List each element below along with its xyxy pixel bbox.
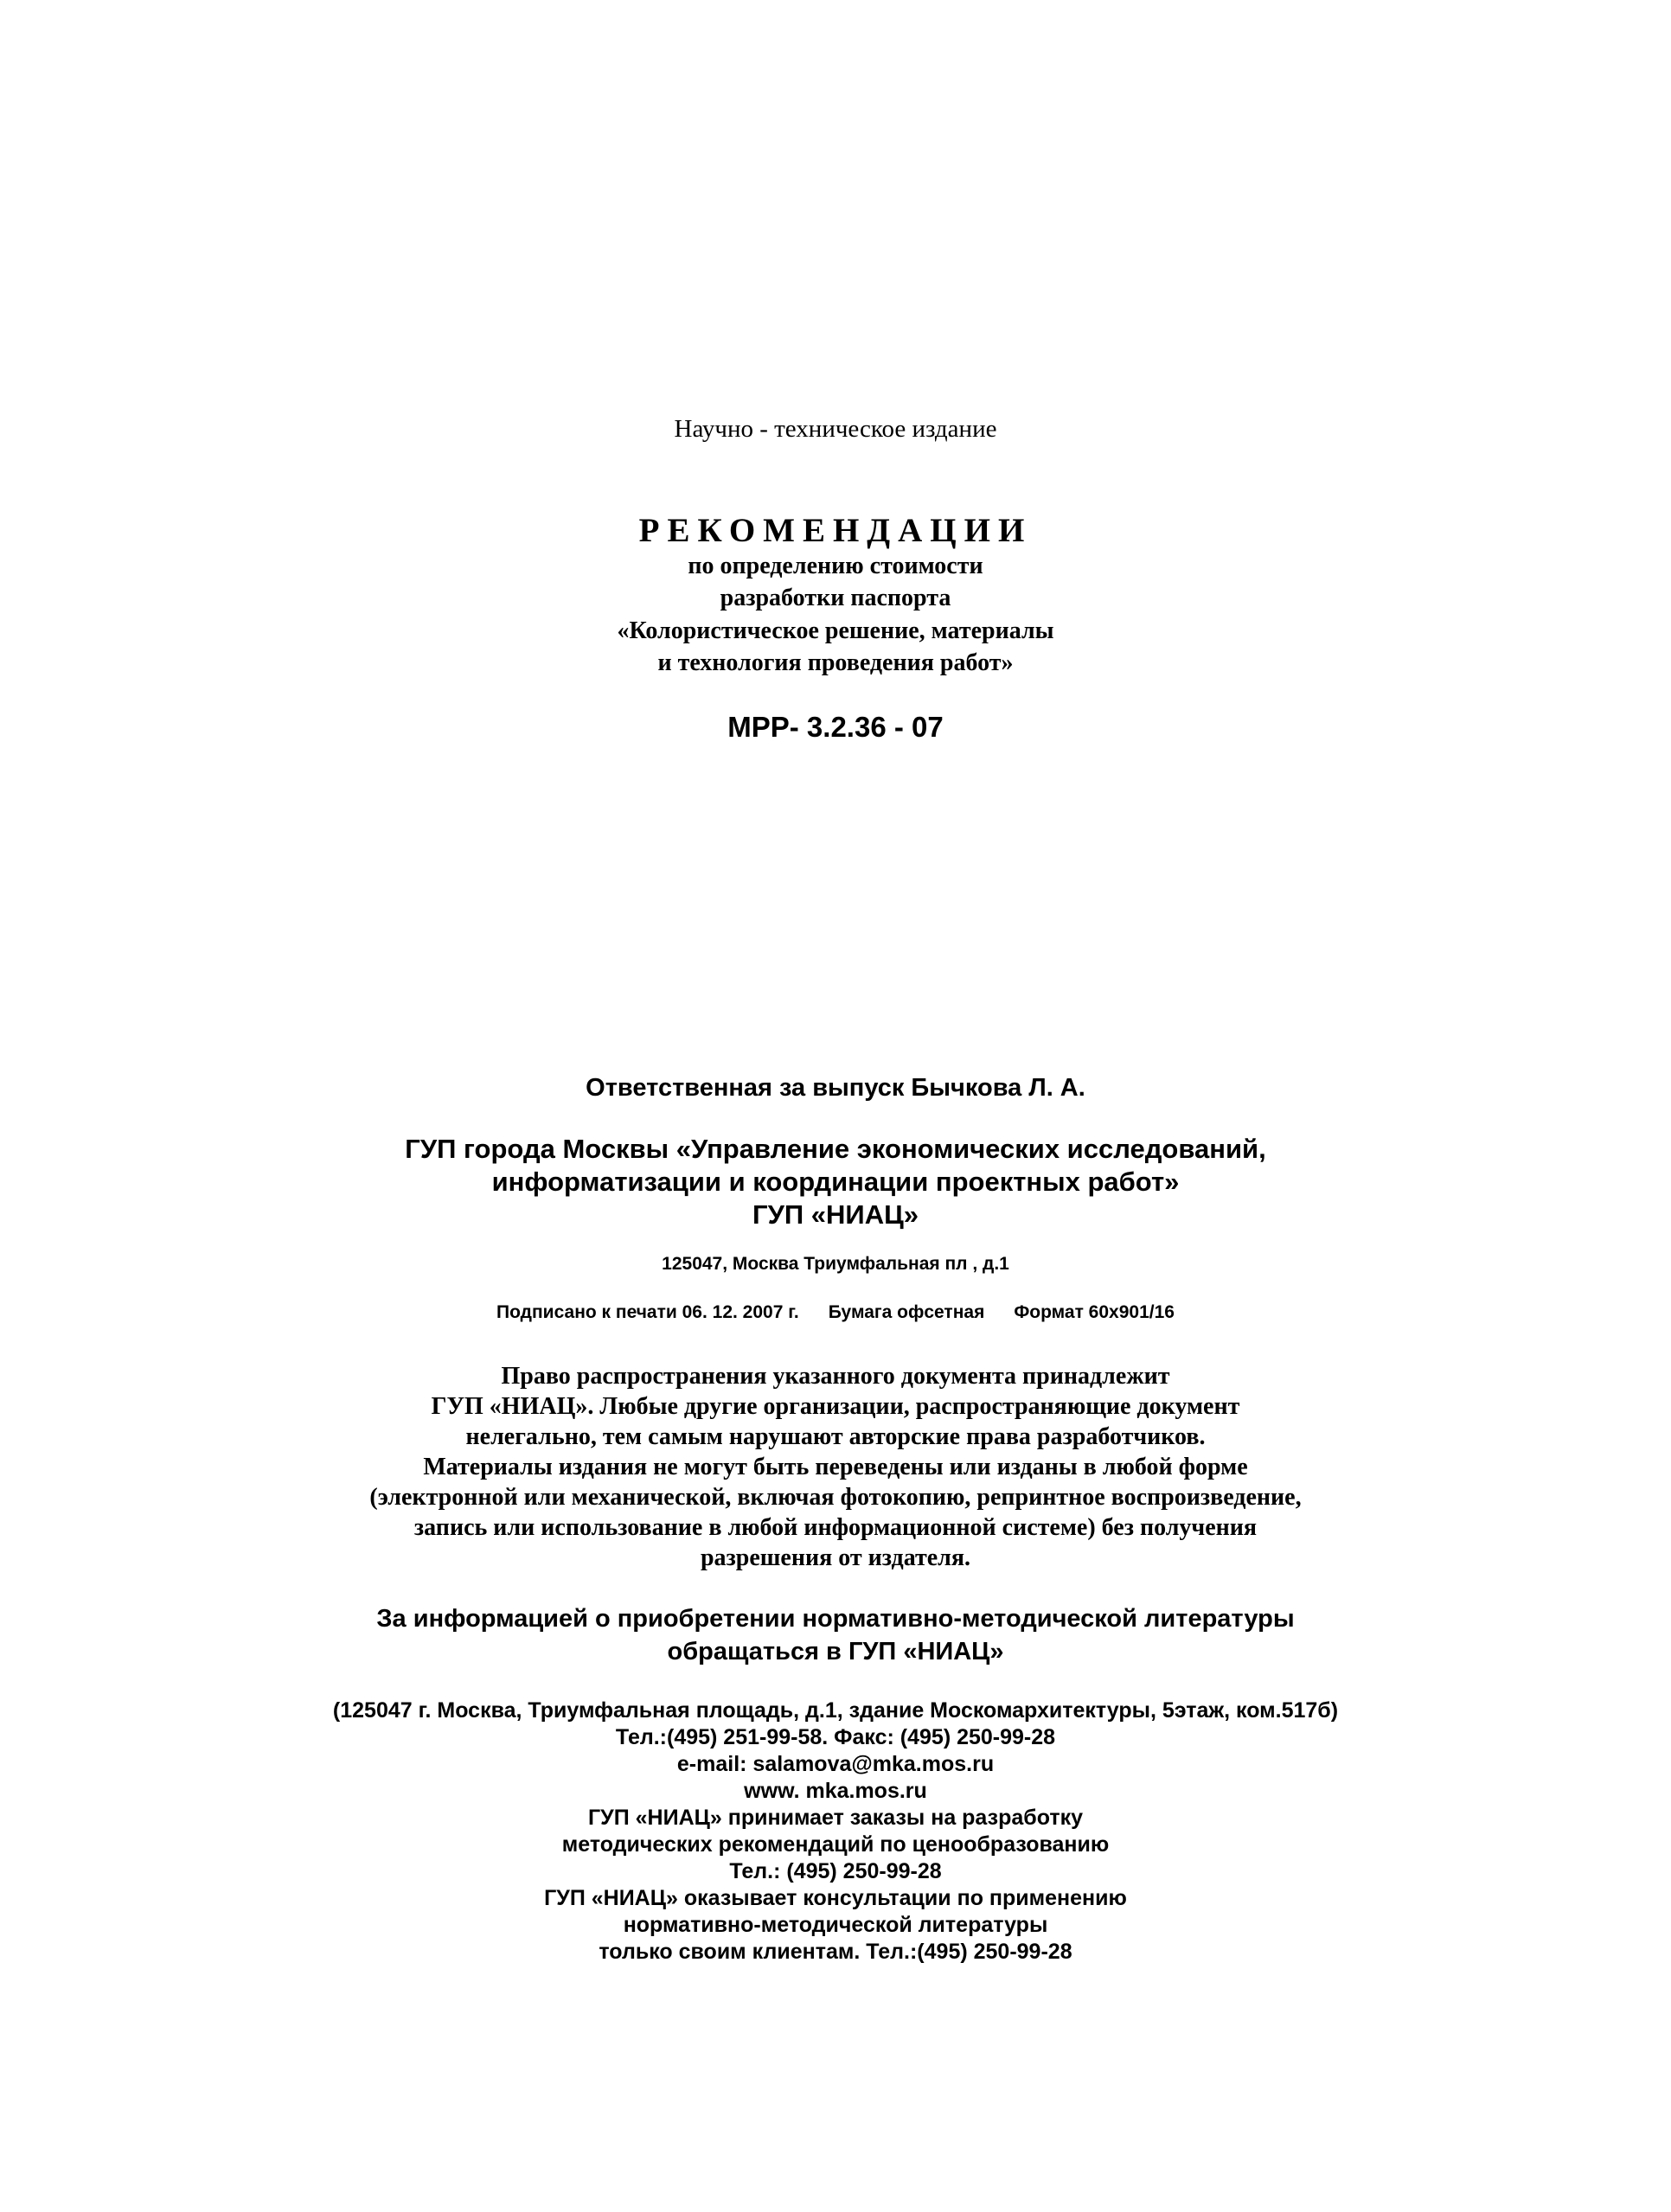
- copyright-line: Право распространения указанного документа принадлежит: [501, 1363, 1170, 1390]
- copyright-line: запись или использование в любой информационной системе) без получения: [413, 1514, 1258, 1541]
- contact-website: www. mka.mos.ru: [744, 1779, 927, 1803]
- copyright-line: (электронной или механической, включая фотокопию, репринтное воспроизведение,: [369, 1484, 1302, 1511]
- paper-type: Бумага офсетная: [828, 1302, 985, 1322]
- organization-line: ГУП города Москвы «Управление экономических исследований,: [405, 1134, 1266, 1164]
- print-format: Формат 60х901/16: [1014, 1302, 1175, 1322]
- edition-type: Научно - техническое издание: [674, 415, 997, 443]
- copyright-line: нелегально, тем самым нарушают авторские права разработчиков.: [465, 1423, 1206, 1450]
- subtitle-line: по определению стоимости: [688, 553, 983, 579]
- subtitle-line: «Колористическое решение, материалы: [617, 617, 1054, 644]
- contact-email: e-mail: salamova@mka.mos.ru: [676, 1752, 995, 1776]
- copyright-line: ГУП «НИАЦ». Любые другие организации, распространяющие документ: [431, 1393, 1240, 1420]
- subtitle-line: и технология проведения работ»: [657, 649, 1014, 676]
- subtitle-line: разработки паспорта: [720, 585, 951, 611]
- print-details: [0, 1303, 1671, 1321]
- contact-address: (125047 г. Москва, Триумфальная площадь, д.1, здание Москомархитектуры, 5этаж, ком.517б): [332, 1698, 1339, 1723]
- contact-phone-fax: Тел.:(495) 251-99-58. Факс: (495) 250-99-28: [615, 1725, 1056, 1749]
- contact-phone: Тел.: (495) 250-99-28: [729, 1859, 942, 1883]
- organization-line: информатизации и координации проектных работ»: [491, 1167, 1180, 1197]
- contact-note: методических рекомендаций по ценообразованию: [561, 1832, 1110, 1857]
- organization-address: 125047, Москва Триумфальная пл , д.1: [662, 1254, 1009, 1274]
- contact-note: ГУП «НИАЦ» оказывает консультации по применению: [544, 1886, 1127, 1910]
- contact-note: ГУП «НИАЦ» принимает заказы на разработку: [588, 1806, 1083, 1830]
- signed-date: Подписано к печати 06. 12. 2007 г.: [496, 1302, 799, 1322]
- contact-phone: только своим клиентам. Тел.:(495) 250-99-28: [599, 1940, 1072, 1964]
- info-line: За информацией о приобретении нормативно-методической литературы: [376, 1605, 1295, 1633]
- organization-line: ГУП «НИАЦ»: [752, 1199, 919, 1230]
- info-line: обращаться в ГУП «НИАЦ»: [667, 1638, 1004, 1665]
- document-title: РЕКОМЕНДАЦИИ: [638, 512, 1033, 549]
- responsible-editor: Ответственная за выпуск Бычкова Л. А.: [586, 1074, 1085, 1102]
- copyright-line: разрешения от издателя.: [700, 1544, 971, 1571]
- copyright-line: Материалы издания не могут быть переведены или изданы в любой форме: [423, 1454, 1248, 1480]
- contact-note: нормативно-методической литературы: [623, 1913, 1048, 1937]
- document-code: МРР- 3.2.36 - 07: [727, 711, 944, 743]
